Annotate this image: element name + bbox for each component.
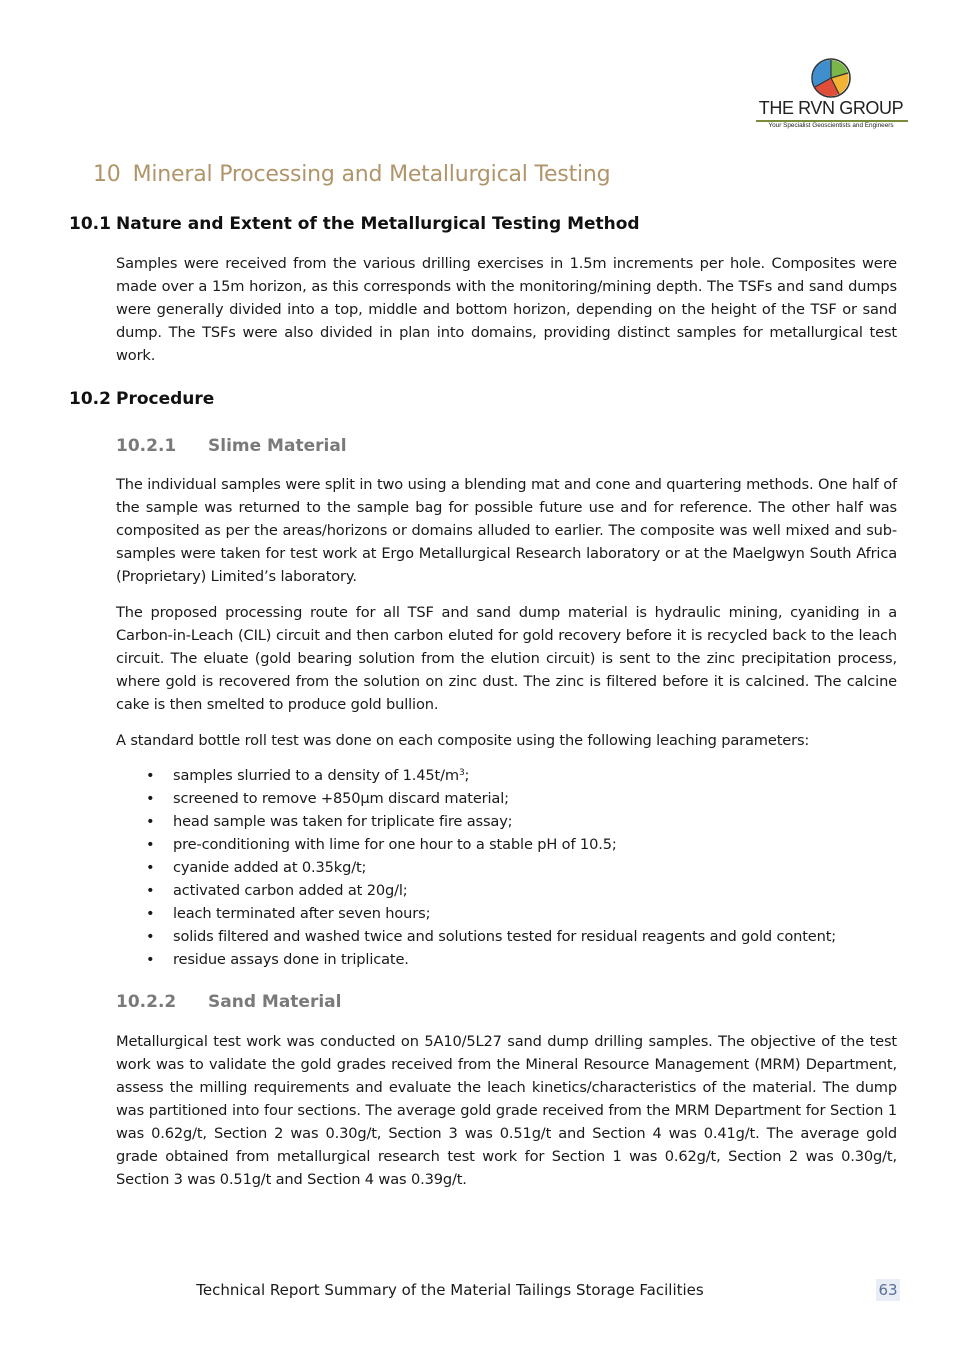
superscript: 3 [458, 768, 465, 778]
logo-company-name: THE RVN GROUP [758, 98, 904, 118]
list-item [116, 856, 901, 879]
list-item-text: screened to remove +850µm discard material; [173, 790, 509, 807]
list-item-text: leach terminated after seven hours; [173, 905, 431, 922]
list-item [116, 787, 901, 810]
list-item [116, 810, 901, 833]
list-item [116, 833, 901, 856]
bullet-icon: • [146, 767, 155, 784]
list-item-text: head sample was taken for triplicate fire assay; [173, 813, 513, 830]
section-10-1-body: Samples were received from the various drilling exercises in 1.5m increments per hole. Composites were made over a 15m horizon, as this corresponds with the monitoring/mining depth. The TSFs and sand dumps were generally divided into a top, middle and bottom horizon, depending on the height of the TSF or sand dump. The TSFs were also divided in plan into domains, providing distinct samples for metallurgical test work. [116, 255, 897, 364]
chapter-number: 10 [93, 162, 121, 187]
page-number: 63 [876, 1279, 900, 1301]
chapter-heading [93, 162, 610, 187]
subsection-title: Sand Material [208, 992, 342, 1012]
subsection-number: 10.2.1 [116, 436, 177, 456]
list-item [116, 764, 901, 787]
bullet-icon: • [146, 882, 155, 899]
list-item [116, 948, 901, 971]
slime-paragraph-2: The proposed processing route for all TSF and sand dump material is hydraulic mining, cyaniding in a Carbon-in-Leach (CIL) circuit and then carbon eluted for gold recovery before it is recycled back to the leach circuit. The eluate (gold bearing solution from the elution circuit) is sent to the zinc precipitation process, where gold is recovered from the solution on zinc dust. The zinc is filtered before it is calcined. The calcine cake is then smelted to produce gold bullion. [116, 604, 897, 713]
section-number: 10.2 [69, 389, 111, 409]
bullet-icon: • [146, 790, 155, 807]
bullet-icon: • [146, 813, 155, 830]
leaching-parameters-list [116, 764, 901, 971]
section-10-2-2-heading [116, 992, 341, 1012]
section-10-2-1-heading [116, 436, 347, 456]
bullet-icon: • [146, 951, 155, 968]
bullet-icon: • [146, 905, 155, 922]
list-item [116, 925, 901, 948]
list-item-tail: ; [464, 767, 470, 784]
list-item-text: solids filtered and washed twice and solutions tested for residual reagents and gold content; [173, 928, 837, 945]
subsection-number: 10.2.2 [116, 992, 177, 1012]
bullet-icon: • [146, 859, 155, 876]
list-item-text: residue assays done in triplicate. [173, 951, 409, 968]
sand-material-paragraph: Metallurgical test work was conducted on 5A10/5L27 sand dump drilling samples. The objective of the test work was to validate the gold grades received from the Mineral Resource Management (MRM) Department, assess the milling requirements and evaluate the leach kinetics/characteristics of the material. The dump was partitioned into four sections. The average gold grade received from the MRM Department for Section 1 was 0.62g/t, Section 2 was 0.30g/t, Section 3 was 0.51g/t and Section 4 was 0.41g/t. The average gold grade obtained from metallurgical research test work for Section 1 was 0.62g/t, Section 2 was 0.30g/t, Section 3 was 0.51g/t and Section 4 was 0.39g/t. [116, 1033, 897, 1188]
section-title: Procedure [116, 389, 215, 409]
logo-tagline: Your Specialist Geoscientists and Engineers [768, 122, 894, 129]
list-item-text: activated carbon added at 20g/l; [173, 882, 408, 899]
section-10-1-heading [69, 214, 640, 234]
list-item-text: samples slurried to a density of 1.45t/m [173, 767, 459, 784]
list-item-text: pre-conditioning with lime for one hour to a stable pH of 10.5; [173, 836, 617, 853]
footer-report-title: Technical Report Summary of the Material Tailings Storage Facilities [196, 1281, 704, 1299]
section-number: 10.1 [69, 214, 111, 234]
list-item-text: cyanide added at 0.35kg/t; [173, 859, 367, 876]
logo-wheel-icon [811, 58, 851, 98]
section-title: Nature and Extent of the Metallurgical Testing Method [116, 214, 640, 234]
bullet-icon: • [146, 836, 155, 853]
subsection-title: Slime Material [208, 436, 347, 456]
slime-paragraph-3: A standard bottle roll test was done on each composite using the following leaching parameters: [116, 732, 810, 749]
list-item [116, 879, 901, 902]
bullet-icon: • [146, 928, 155, 945]
slime-paragraph-1: The individual samples were split in two using a blending mat and cone and quartering methods. One half of the sample was returned to the sample bag for possible future use and for reference. The other half was composited as per the areas/horizons or domains alluded to earlier. The composite was well mixed and sub-samples were taken for test work at Ergo Metallurgical Research laboratory or at the Maelgwyn South Africa (Proprietary) Limited’s laboratory. [116, 476, 897, 585]
list-item [116, 902, 901, 925]
chapter-title: Mineral Processing and Metallurgical Testing [132, 162, 611, 187]
section-10-2-heading [69, 389, 214, 409]
rvn-group-logo [752, 58, 910, 132]
